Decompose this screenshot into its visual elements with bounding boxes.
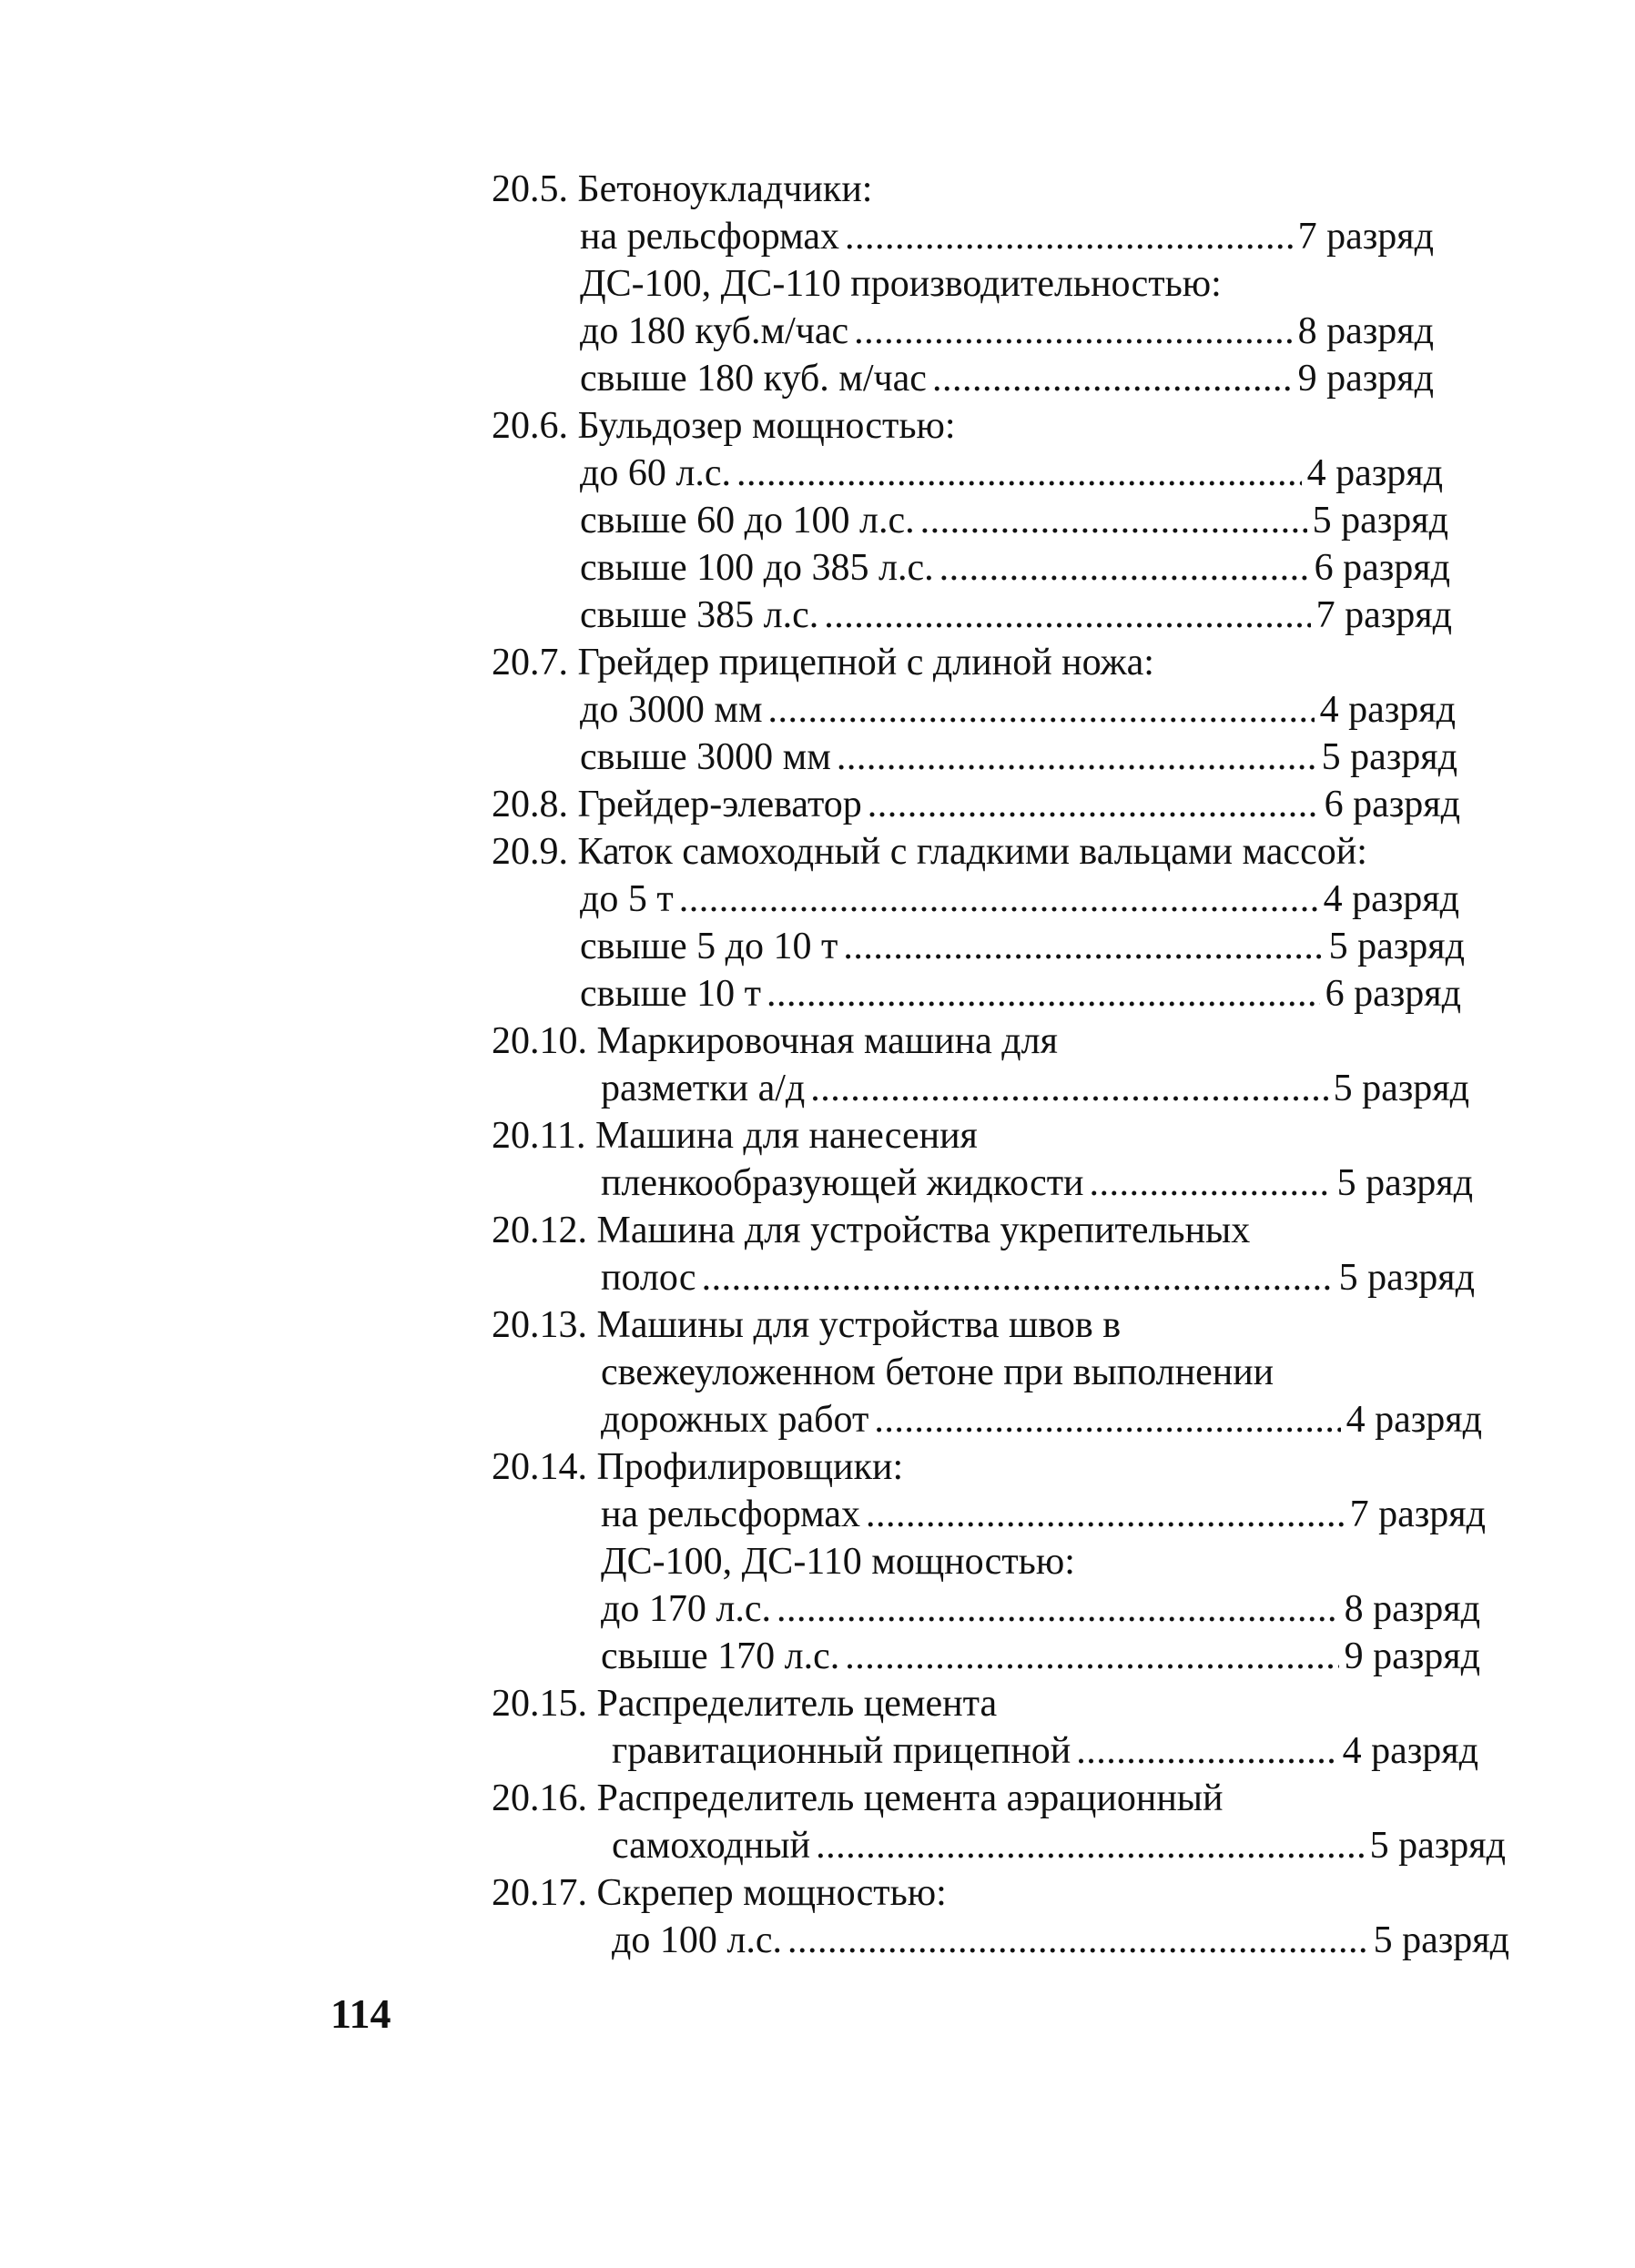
item-text: Маркировочная машина для bbox=[596, 1020, 1058, 1062]
entry-line bbox=[580, 970, 1461, 1018]
entry-line bbox=[601, 1585, 1480, 1633]
item-number: 20.9. bbox=[492, 831, 568, 873]
entry-line bbox=[580, 213, 1434, 260]
entry-line bbox=[580, 355, 1434, 402]
item-number: 20.14. bbox=[492, 1446, 587, 1488]
grade-value: 7 разряд bbox=[1315, 594, 1452, 636]
entry-line bbox=[612, 1917, 1509, 1964]
dot-leader bbox=[920, 497, 1307, 544]
item-text: Машина для устройства укрепительных bbox=[596, 1210, 1251, 1251]
entry-line bbox=[580, 923, 1465, 970]
entry-text: на рельсформах bbox=[601, 1493, 861, 1535]
item-number: 20.6. bbox=[492, 405, 568, 447]
dot-leader bbox=[1090, 1159, 1332, 1207]
entry-text: свыше 385 л.с. bbox=[580, 594, 819, 636]
grade-value: 5 разряд bbox=[1369, 1825, 1506, 1867]
entry-text: свыше 100 до 385 л.с. bbox=[580, 547, 934, 589]
item-text: Бетоноукладчики: bbox=[577, 168, 873, 210]
item-20-12-title bbox=[492, 1207, 1250, 1254]
entry-text: свыше 5 до 10 т bbox=[580, 926, 838, 967]
entry-text: пленкообразующей жидкости bbox=[601, 1162, 1084, 1204]
entry-text: дорожных работ bbox=[601, 1399, 869, 1441]
item-20-7-title bbox=[492, 639, 1154, 686]
entry-line bbox=[580, 734, 1457, 781]
grade-value: 4 разряд bbox=[1342, 1730, 1478, 1772]
item-text: Распределитель цемента аэрационный bbox=[596, 1777, 1224, 1819]
grade-value: 5 разряд bbox=[1321, 736, 1457, 778]
item-20-5-title bbox=[492, 166, 872, 213]
grade-value: 5 разряд bbox=[1333, 1068, 1469, 1109]
entry-text: полос bbox=[601, 1257, 696, 1299]
continuation-line bbox=[601, 1349, 1274, 1396]
item-20-14-title bbox=[492, 1443, 903, 1491]
item-text: Распределитель цемента bbox=[596, 1683, 998, 1725]
grade-value: 5 разряд bbox=[1312, 500, 1448, 542]
item-number: 20.12. bbox=[492, 1210, 587, 1251]
dot-leader bbox=[816, 1822, 1365, 1869]
item-number: 20.7. bbox=[492, 642, 568, 683]
grade-value: 6 разряд bbox=[1314, 547, 1450, 589]
grade-value: 4 разряд bbox=[1346, 1399, 1482, 1441]
item-20-15-title bbox=[492, 1680, 997, 1727]
entry-text: свыше 3000 мм bbox=[580, 736, 831, 778]
entry-text: свежеуложенном бетоне при выполнении bbox=[601, 1352, 1274, 1393]
dot-leader bbox=[767, 970, 1320, 1018]
item-20-6-title bbox=[492, 402, 956, 450]
subheading-line bbox=[580, 260, 1222, 308]
dot-leader bbox=[866, 1491, 1345, 1538]
page-number: 114 bbox=[330, 1990, 391, 2037]
item-20-16-title bbox=[492, 1775, 1224, 1822]
entry-text: свыше 170 л.с. bbox=[601, 1635, 840, 1677]
grade-value: 7 разряд bbox=[1297, 216, 1434, 258]
dot-leader bbox=[768, 686, 1315, 734]
entry-line bbox=[601, 1254, 1475, 1301]
grade-value: 4 разряд bbox=[1306, 452, 1443, 494]
entry-line bbox=[612, 1727, 1478, 1775]
item-text: Грейдер прицепной с длиной ножа: bbox=[577, 642, 1154, 683]
entry-text: до 180 куб.м/час bbox=[580, 310, 849, 352]
grade-value: 9 разряд bbox=[1297, 358, 1434, 400]
entry-line bbox=[580, 686, 1456, 734]
grade-value: 5 разряд bbox=[1338, 1257, 1475, 1299]
dot-leader bbox=[702, 1254, 1334, 1301]
dot-leader bbox=[939, 544, 1309, 592]
entry-line bbox=[601, 1491, 1486, 1538]
dot-leader bbox=[845, 1633, 1338, 1680]
entry-text: свыше 60 до 100 л.с. bbox=[580, 500, 915, 542]
item-number: 20.16. bbox=[492, 1777, 587, 1819]
dot-leader bbox=[874, 1396, 1340, 1443]
entry-line bbox=[601, 1396, 1482, 1443]
dot-leader bbox=[845, 213, 1293, 260]
item-number: 20.10. bbox=[492, 1020, 587, 1062]
grade-value: 5 разряд bbox=[1328, 926, 1465, 967]
entry-text: ДС-100, ДС-110 мощностью: bbox=[601, 1541, 1075, 1583]
item-text: Машины для устройства швов в bbox=[596, 1304, 1122, 1346]
dot-leader bbox=[854, 308, 1292, 355]
item-20-17-title bbox=[492, 1869, 947, 1917]
dot-leader bbox=[843, 923, 1323, 970]
item-20-9-title bbox=[492, 828, 1367, 876]
item-text: Машина для нанесения bbox=[594, 1115, 978, 1157]
entry-text: свыше 180 куб. м/час bbox=[580, 358, 927, 400]
item-text: Грейдер-элеватор bbox=[577, 784, 862, 825]
grade-value: 7 разряд bbox=[1349, 1493, 1486, 1535]
grade-value: 6 разряд bbox=[1325, 973, 1461, 1015]
subheading-line bbox=[601, 1538, 1075, 1585]
dot-leader bbox=[679, 876, 1318, 923]
item-text: Профилировщики: bbox=[596, 1446, 904, 1488]
item-20-8 bbox=[492, 781, 1460, 828]
entry-text: до 5 т bbox=[580, 878, 674, 920]
item-20-10-title bbox=[492, 1018, 1058, 1065]
grade-value: 5 разряд bbox=[1373, 1919, 1509, 1961]
dot-leader bbox=[810, 1065, 1327, 1112]
grade-value: 8 разряд bbox=[1297, 310, 1434, 352]
entry-line bbox=[601, 1065, 1469, 1112]
entry-text: до 100 л.с. bbox=[612, 1919, 782, 1961]
dot-leader bbox=[1076, 1727, 1336, 1775]
grade-value: 5 разряд bbox=[1336, 1162, 1473, 1204]
item-number: 20.5. bbox=[492, 168, 568, 210]
dot-leader bbox=[868, 781, 1319, 828]
item-20-11-title bbox=[492, 1112, 978, 1159]
entry-line bbox=[601, 1633, 1480, 1680]
entry-text: до 170 л.с. bbox=[601, 1588, 771, 1630]
entry-line bbox=[580, 544, 1450, 592]
grade-value: 9 разряд bbox=[1344, 1635, 1480, 1677]
grade-value: 4 разряд bbox=[1323, 878, 1459, 920]
entry-text: на рельсформах bbox=[580, 216, 840, 258]
item-text: Каток самоходный с гладкими вальцами массой: bbox=[577, 831, 1367, 873]
entry-text: гравитационный прицепной bbox=[612, 1730, 1071, 1772]
entry-text: разметки а/д bbox=[601, 1068, 806, 1109]
entry-line bbox=[580, 308, 1434, 355]
entry-text: самоходный bbox=[612, 1825, 811, 1867]
item-number: 20.17. bbox=[492, 1872, 587, 1914]
entry-text: ДС-100, ДС-110 производительностью: bbox=[580, 263, 1222, 305]
dot-leader bbox=[837, 734, 1316, 781]
grade-value: 4 разряд bbox=[1319, 689, 1456, 731]
dot-leader bbox=[932, 355, 1293, 402]
entry-text: до 3000 мм bbox=[580, 689, 763, 731]
entry-line bbox=[580, 592, 1452, 639]
entry-line bbox=[580, 450, 1443, 497]
dot-leader bbox=[787, 1917, 1368, 1964]
item-number: 20.13. bbox=[492, 1304, 587, 1346]
dot-leader bbox=[736, 450, 1302, 497]
entry-line bbox=[612, 1822, 1506, 1869]
item-number: 20.11. bbox=[492, 1115, 586, 1157]
entry-line bbox=[580, 876, 1459, 923]
item-text: Бульдозер мощностью: bbox=[577, 405, 956, 447]
item-text: Скрепер мощностью: bbox=[596, 1872, 947, 1914]
entry-line bbox=[580, 497, 1448, 544]
item-number: 20.15. bbox=[492, 1683, 587, 1725]
entry-text: до 60 л.с. bbox=[580, 452, 731, 494]
entry-line bbox=[601, 1159, 1473, 1207]
item-number: 20.8. bbox=[492, 784, 568, 825]
grade-value: 6 разряд bbox=[1324, 784, 1460, 825]
dot-leader bbox=[824, 592, 1310, 639]
dot-leader bbox=[777, 1585, 1339, 1633]
grade-value: 8 разряд bbox=[1344, 1588, 1480, 1630]
entry-text: свыше 10 т bbox=[580, 973, 762, 1015]
item-20-13-title bbox=[492, 1301, 1121, 1349]
